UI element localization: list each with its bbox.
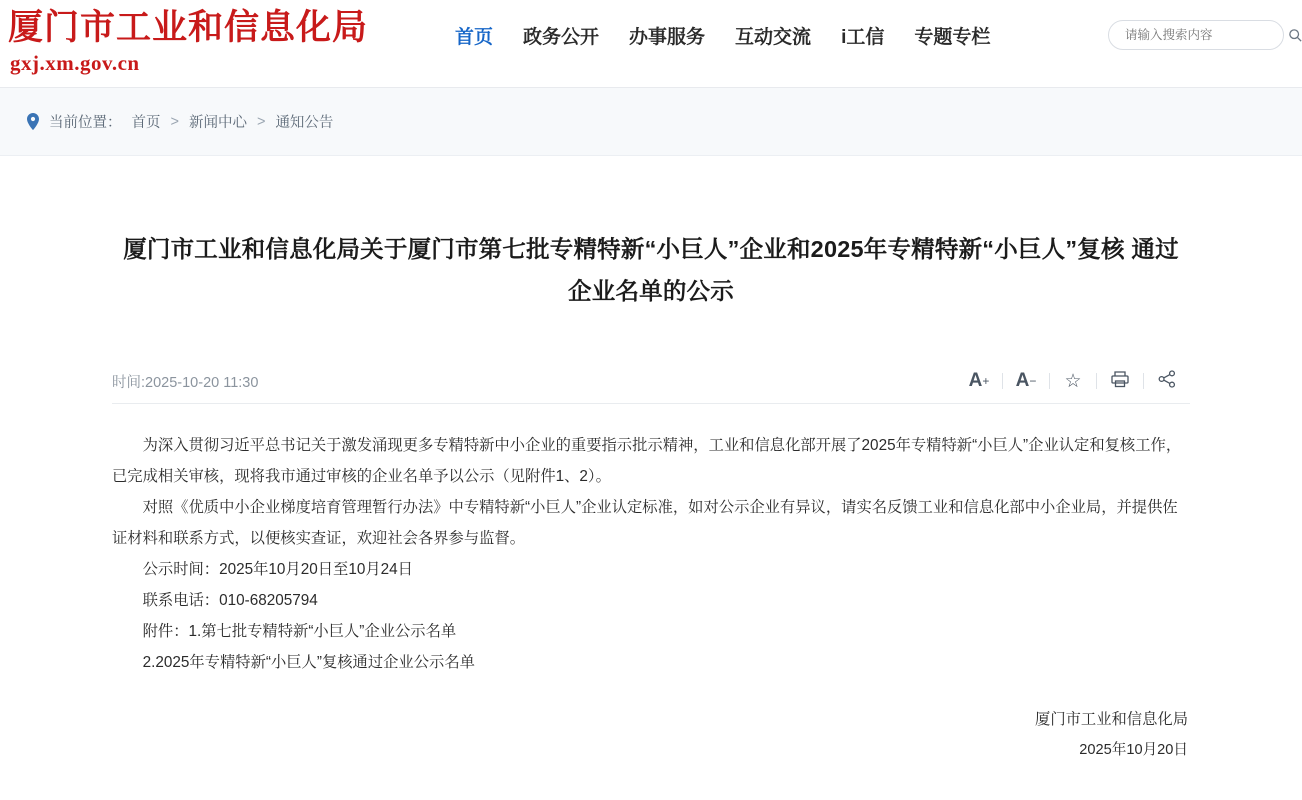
brand-title: 厦门市工业和信息化局	[8, 8, 369, 47]
breadcrumb-item-notices[interactable]: 通知公告	[275, 115, 334, 131]
font-increase-glyph: A	[968, 370, 983, 392]
nav-item-special-columns[interactable]: 专题专栏	[914, 27, 991, 48]
article-attachment-1: 附件：1.第七批专精特新“小巨人”企业公示名单	[142, 622, 457, 640]
font-increase-sup: +	[982, 374, 990, 389]
publish-time: 时间:2025-10-20 11:30	[112, 374, 259, 391]
nav-item-home[interactable]: 首页	[455, 27, 494, 48]
breadcrumb-separator: >	[256, 113, 266, 130]
print-button[interactable]	[1097, 366, 1143, 396]
search-box[interactable]	[1108, 20, 1284, 50]
article-paragraph-1: 为深入贯彻习近平总书记关于激发涌现更多专精特新中小企业的重要指示批示精神，工业和信息化部开展了2025年专精特新“小巨人”企业认定和复核工作，已完成相关审核，现将我市通过审核的企业名单予以公示（见附件1、2）。	[112, 436, 1182, 485]
nav-item-igongxin[interactable]: i工信	[841, 27, 885, 48]
article	[112, 156, 1190, 766]
font-decrease-button[interactable]	[1003, 366, 1049, 396]
nav-item-interaction[interactable]: 互动交流	[735, 27, 812, 48]
article-signature	[112, 704, 1190, 766]
signature-date: 2025年10月20日	[1079, 741, 1188, 758]
article-info-publicity-period: 公示时间：2025年10月20日至10月24日	[142, 560, 413, 578]
main-nav	[455, 0, 1108, 49]
article-attachment-2: 2.2025年专精特新“小巨人”复核通过企业公示名单	[142, 653, 475, 671]
print-icon	[1110, 370, 1130, 393]
font-decrease-glyph: A	[1015, 370, 1030, 392]
breadcrumb-item-news-center[interactable]: 新闻中心	[188, 115, 247, 131]
font-decrease-sup: −	[1029, 374, 1037, 389]
article-paragraph-2: 对照《优质中小企业梯度培育管理暂行办法》中专精特新“小巨人”企业认定标准，如对公示企业有异议，请实名反馈工业和信息化部中小企业局，并提供佐证材料和联系方式，以便核实查证，欢迎社会各界参与监督。	[112, 498, 1178, 547]
breadcrumb-label: 当前位置：	[49, 115, 122, 131]
article-toolbar	[956, 366, 1190, 396]
search-input[interactable]	[1123, 27, 1288, 43]
site-brand[interactable]	[0, 0, 455, 76]
brand-url: gxj.xm.gov.cn	[10, 51, 140, 75]
share-icon	[1157, 370, 1177, 393]
breadcrumb	[0, 88, 1302, 156]
favorite-button[interactable]	[1050, 366, 1096, 396]
nav-item-services[interactable]: 办事服务	[629, 27, 706, 48]
article-info-contact-phone: 联系电话：010-68205794	[142, 591, 318, 609]
article-body	[112, 404, 1190, 678]
font-increase-button[interactable]	[956, 366, 1002, 396]
article-container	[0, 156, 1302, 766]
share-button[interactable]	[1144, 366, 1190, 396]
search-icon[interactable]	[1288, 25, 1302, 45]
article-meta	[112, 360, 1190, 404]
location-pin-icon	[26, 113, 40, 130]
site-header	[0, 0, 1302, 88]
breadcrumb-item-home[interactable]: 首页	[131, 115, 161, 131]
signature-org: 厦门市工业和信息化局	[1035, 710, 1188, 728]
page-title: 厦门市工业和信息化局关于厦门市第七批专精特新“小巨人”企业和2025年专精特新“小巨人”复核 通过企业名单的公示	[123, 235, 1179, 304]
nav-item-government-disclosure[interactable]: 政务公开	[523, 27, 600, 48]
star-icon: ☆	[1064, 370, 1082, 392]
breadcrumb-separator: >	[170, 113, 179, 130]
